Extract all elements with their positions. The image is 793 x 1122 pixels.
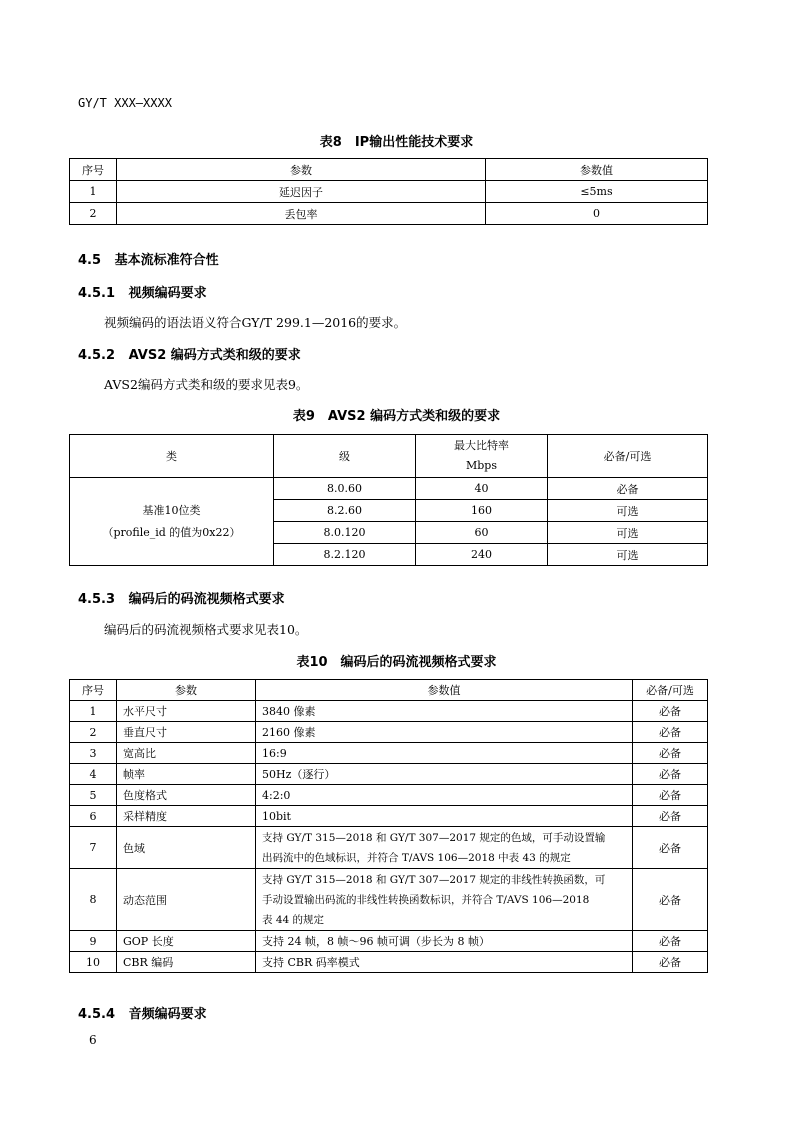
table9-header-cell: 级 xyxy=(274,435,416,478)
table10-cell: CBR 编码 xyxy=(117,952,256,973)
table9-cell: 8.2.60 xyxy=(274,500,416,522)
table10-cell: 色度格式 xyxy=(117,785,256,806)
table10-cell: 宽高比 xyxy=(117,743,256,764)
section-4-5-2-heading xyxy=(78,344,301,363)
table10-cell: 5 xyxy=(70,785,117,806)
table10-cell: 垂直尺寸 xyxy=(117,722,256,743)
section-title: 编码后的码流视频格式要求 xyxy=(128,592,285,607)
table9-cell: 60 xyxy=(416,522,548,544)
table9-cell: 40 xyxy=(416,478,548,500)
table10-cell: 50Hz（逐行） xyxy=(256,764,633,785)
table8 xyxy=(69,158,708,225)
section-4-5-3-heading xyxy=(78,588,285,607)
section-title: 基本流标准符合性 xyxy=(114,253,219,268)
table-row xyxy=(70,806,708,827)
table10-cell: 2 xyxy=(70,722,117,743)
table-row xyxy=(70,785,708,806)
table10-cell: 必备 xyxy=(633,931,708,952)
table10-cell: 3 xyxy=(70,743,117,764)
table10-cell: 10bit xyxy=(256,806,633,827)
section-title: AVS2 编码方式类和级的要求 xyxy=(128,348,301,363)
table9-cell: 240 xyxy=(416,544,548,566)
table-row xyxy=(70,869,708,931)
bitrate-header-line1: 最大比特率 xyxy=(454,439,509,452)
table10-cell: 支持 24 帧，8 帧～96 帧可调（步长为 8 帧） xyxy=(256,931,633,952)
cell-line: 手动设置输出码流的非线性转换函数标识，并符合 T/AVS 106—2018 xyxy=(262,893,590,906)
table10-caption: 表10 编码后的码流视频格式要求 xyxy=(296,655,497,670)
table8-header-cell: 序号 xyxy=(70,159,117,181)
table9-cell: 8.0.60 xyxy=(274,478,416,500)
table10-cell: 必备 xyxy=(633,722,708,743)
table9-cell: 8.0.120 xyxy=(274,522,416,544)
table10-cell: 必备 xyxy=(633,952,708,973)
document-code-header: GY/T XXX—XXXX xyxy=(78,96,172,110)
table10-cell: 帧率 xyxy=(117,764,256,785)
cell-line: 支持 GY/T 315—2018 和 GY/T 307—2017 规定的色域，可手动设置输 xyxy=(262,831,606,844)
section-4-5-3-body: 编码后的码流视频格式要求见表10。 xyxy=(104,622,308,637)
table10-header-cell: 序号 xyxy=(70,680,117,701)
table8-cell: 0 xyxy=(486,203,708,225)
section-number: 4.5.1 xyxy=(78,286,116,301)
table-row xyxy=(70,827,708,869)
table9-caption: 表9 AVS2 编码方式类和级的要求 xyxy=(292,409,501,424)
table10-multiline-cell xyxy=(256,827,633,869)
table9-header-cell: 必备/可选 xyxy=(548,435,708,478)
table10-header-cell: 必备/可选 xyxy=(633,680,708,701)
section-4-5-1-heading xyxy=(78,282,207,301)
table-row xyxy=(70,203,708,225)
table9-cell: 必备 xyxy=(548,478,708,500)
table10-cell: GOP 长度 xyxy=(117,931,256,952)
table10-cell: 16:9 xyxy=(256,743,633,764)
table9-cell: 160 xyxy=(416,500,548,522)
table-row xyxy=(70,931,708,952)
table9-cell: 可选 xyxy=(548,500,708,522)
cell-line: 出码流中的色域标识，并符合 T/AVS 106—2018 中表 43 的规定 xyxy=(262,851,571,864)
table10-cell: 6 xyxy=(70,806,117,827)
table10-header-cell: 参数 xyxy=(117,680,256,701)
table8-cell: 延迟因子 xyxy=(117,181,486,203)
table10-cell: 1 xyxy=(70,701,117,722)
section-4-5-1-body: 视频编码的语法语义符合GY/T 299.1—2016的要求。 xyxy=(104,315,407,330)
table10 xyxy=(69,679,708,973)
section-number: 4.5.3 xyxy=(78,592,116,607)
table9-header-cell: 类 xyxy=(70,435,274,478)
table10-header-cell: 参数值 xyxy=(256,680,633,701)
section-title: 音频编码要求 xyxy=(128,1007,207,1022)
table9-header-bitrate xyxy=(416,435,548,478)
table10-cell: 7 xyxy=(70,827,117,869)
table10-cell: 3840 像素 xyxy=(256,701,633,722)
table-row xyxy=(70,722,708,743)
table10-cell: 必备 xyxy=(633,701,708,722)
table10-multiline-cell xyxy=(256,869,633,931)
bitrate-header-line2: Mbps xyxy=(466,459,497,472)
table10-cell: 动态范围 xyxy=(117,869,256,931)
table10-cell: 2160 像素 xyxy=(256,722,633,743)
table8-cell: 丢包率 xyxy=(117,203,486,225)
table-row xyxy=(70,764,708,785)
table10-cell: 必备 xyxy=(633,869,708,931)
table10-cell: 4 xyxy=(70,764,117,785)
table10-cell: 水平尺寸 xyxy=(117,701,256,722)
table8-header-cell: 参数值 xyxy=(486,159,708,181)
table9 xyxy=(69,434,708,566)
section-number: 4.5 xyxy=(78,253,102,268)
table10-cell: 必备 xyxy=(633,806,708,827)
table10-cell: 必备 xyxy=(633,764,708,785)
section-4-5-2-body: AVS2编码方式类和级的要求见表9。 xyxy=(104,377,309,392)
table9-cell: 可选 xyxy=(548,522,708,544)
table9-cell: 8.2.120 xyxy=(274,544,416,566)
table-row xyxy=(70,478,708,500)
table9-class-cell xyxy=(70,478,274,566)
table-row xyxy=(70,952,708,973)
table10-cell: 支持 CBR 码率模式 xyxy=(256,952,633,973)
section-4-5-4-heading xyxy=(78,1003,207,1022)
table10-cell: 10 xyxy=(70,952,117,973)
table10-cell: 采样精度 xyxy=(117,806,256,827)
cell-line: 表 44 的规定 xyxy=(262,913,325,926)
table-row xyxy=(70,743,708,764)
table10-cell: 必备 xyxy=(633,827,708,869)
table8-header-cell: 参数 xyxy=(117,159,486,181)
table10-cell: 4:2:0 xyxy=(256,785,633,806)
table8-cell: 2 xyxy=(70,203,117,225)
table8-cell: 1 xyxy=(70,181,117,203)
table10-cell: 9 xyxy=(70,931,117,952)
section-number: 4.5.2 xyxy=(78,348,116,363)
section-number: 4.5.4 xyxy=(78,1007,116,1022)
class-note: （profile_id 的值为0x22） xyxy=(102,525,241,539)
page-number: 6 xyxy=(89,1033,97,1047)
table8-caption: 表8 IP输出性能技术要求 xyxy=(319,135,474,150)
table10-cell: 色域 xyxy=(117,827,256,869)
section-4-5-heading xyxy=(78,249,219,268)
table9-cell: 可选 xyxy=(548,544,708,566)
table8-cell: ≤5ms xyxy=(486,181,708,203)
cell-line: 支持 GY/T 315—2018 和 GY/T 307—2017 规定的非线性转换函数，可 xyxy=(262,873,606,886)
class-name: 基准10位类 xyxy=(142,503,201,517)
table-row xyxy=(70,181,708,203)
section-title: 视频编码要求 xyxy=(128,286,207,301)
table10-cell: 必备 xyxy=(633,785,708,806)
table10-cell: 必备 xyxy=(633,743,708,764)
table10-cell: 8 xyxy=(70,869,117,931)
table-row xyxy=(70,701,708,722)
